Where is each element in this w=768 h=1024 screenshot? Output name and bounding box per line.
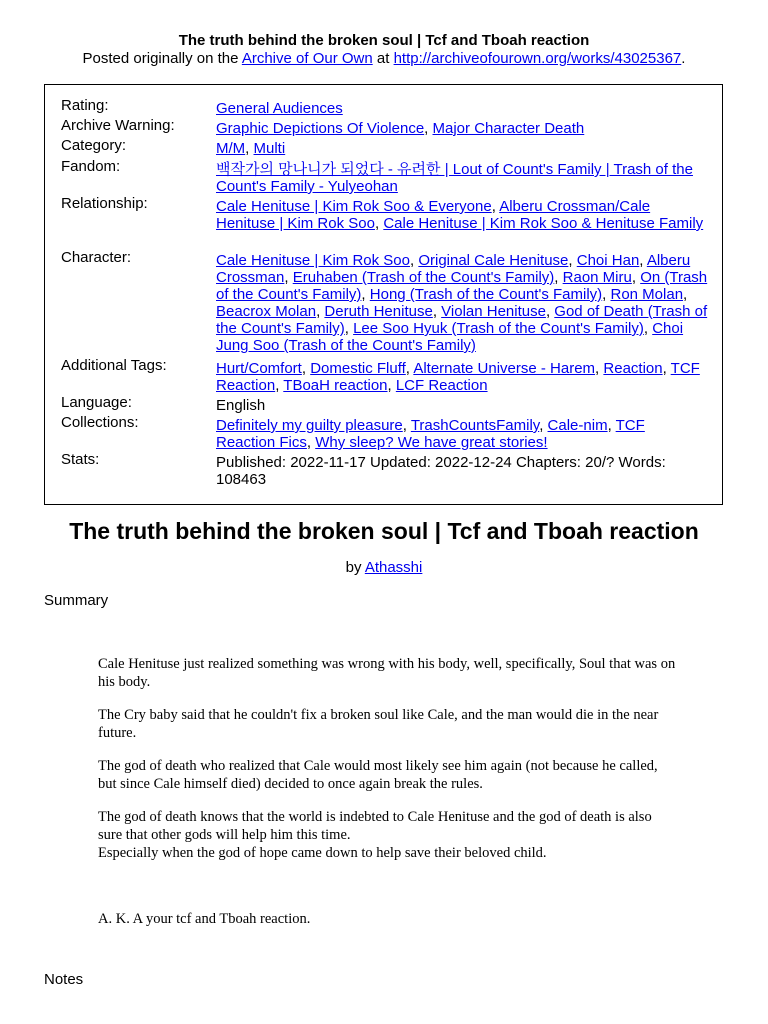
at-text: at <box>372 50 394 67</box>
summary-paragraph: Cale Henituse just realized something was wrong with his body, well, specifically, Soul that was on his body. <box>98 656 676 690</box>
stats-value: Published: 2022-11-17 Updated: 2022-12-24 Chapters: 20/? Words: 108463 <box>216 454 666 488</box>
byline <box>0 559 768 577</box>
tag-link[interactable]: Reaction <box>603 360 663 377</box>
character-link[interactable]: On (Trash of the Count's Family) <box>216 269 708 303</box>
work-url-link[interactable]: http://archiveofourown.org/works/43025367 <box>393 50 682 67</box>
posted-prefix: Posted originally on the <box>82 50 242 67</box>
warning-label: Archive Warning: <box>61 117 175 134</box>
rating-label: Rating: <box>61 97 109 114</box>
tag-link[interactable]: Hurt/Comfort <box>216 360 302 377</box>
tag-link[interactable]: TCF Reaction <box>216 360 700 394</box>
summary-paragraph: The Cry baby said that he couldn't fix a broken soul like Cale, and the man would die in the near future. <box>98 707 659 741</box>
fandom-label: Fandom: <box>61 158 121 175</box>
header-title: The truth behind the broken soul | Tcf and Tboah reaction <box>178 32 590 49</box>
period: . <box>681 50 686 67</box>
posted-line <box>0 50 768 68</box>
character-link[interactable]: Raon Miru <box>562 269 632 286</box>
summary-paragraph: Especially when the god of hope came down to help save their beloved child. <box>98 845 547 861</box>
summary-heading: Summary <box>44 592 109 609</box>
fandom-link[interactable]: 백작가의 망나니가 되었다 - 유려한 | Lout of Count's Family | Trash of the Count's Family - Yulyeohan <box>216 161 693 195</box>
character-link[interactable]: Violan Henituse <box>441 303 546 320</box>
summary-paragraph: The god of death who realized that Cale would most likely see him again (not because he called, but since Cale himself died) decided to once again break the rules. <box>98 758 658 792</box>
character-link[interactable]: Deruth Henituse <box>324 303 433 320</box>
notes-heading: Notes <box>44 971 84 988</box>
tags-label: Additional Tags: <box>61 357 167 374</box>
character-label: Character: <box>61 249 132 266</box>
summary-paragraph: A. K. A your tcf and Tboah reaction. <box>98 911 311 927</box>
character-link[interactable]: God of Death (Trash of the Count's Family) <box>216 303 708 337</box>
collection-link[interactable]: Definitely my guilty pleasure <box>216 417 403 434</box>
summary-block <box>98 910 678 928</box>
relationship-label: Relationship: <box>61 195 148 212</box>
tag-link[interactable]: Alternate Universe - Harem <box>413 360 596 377</box>
collection-link[interactable]: Cale-nim <box>547 417 608 434</box>
rating-link[interactable]: General Audiences <box>216 100 343 117</box>
character-link[interactable]: Beacrox Molan <box>216 303 317 320</box>
character-link[interactable]: Choi Jung Soo (Trash of the Count's Family) <box>216 320 684 354</box>
character-link[interactable]: Lee Soo Hyuk (Trash of the Count's Family) <box>353 320 644 337</box>
tag-link[interactable]: TBoaH reaction <box>283 377 388 394</box>
by-text: by <box>345 559 365 576</box>
summary-block <box>98 808 678 862</box>
relationship-link[interactable]: Alberu Crossman/Cale Henituse | Kim Rok Soo <box>216 198 651 232</box>
warning-link[interactable]: Major Character Death <box>432 120 585 137</box>
author-link[interactable]: Athasshi <box>364 559 423 576</box>
category-link[interactable]: M/M <box>216 140 246 157</box>
character-link[interactable]: Alberu Crossman <box>216 252 691 286</box>
character-link[interactable]: Ron Molan <box>610 286 684 303</box>
summary-block <box>98 655 678 691</box>
collection-link[interactable]: TCF Reaction Fics <box>216 417 645 451</box>
character-link[interactable]: Original Cale Henituse <box>418 252 569 269</box>
relationship-link[interactable]: Cale Henituse | Kim Rok Soo & Henituse Family <box>383 215 704 232</box>
character-link[interactable]: Choi Han <box>576 252 640 269</box>
warning-link[interactable]: Graphic Depictions Of Violence <box>216 120 425 137</box>
archive-link[interactable]: Archive of Our Own <box>241 50 373 67</box>
stats-label: Stats: <box>61 451 100 468</box>
category-link[interactable]: Multi <box>253 140 286 157</box>
language-value: English <box>216 397 266 414</box>
category-label: Category: <box>61 137 127 154</box>
metadata-box: Rating: General Audiences Archive Warning: Graphic Depictions Of Violence, Major Character Death Category: M/M, Multi Fandom: 백작가의 망나니가 되었다 - 유려한 | Lout of Count's Family | Trash of the Count's Family - Yulyeohan Relationship: Cale Henituse | Kim Rok Soo & Everyone, Alberu Crossman/Cale Henituse | Kim Rok Soo, Cale Henituse | Kim Rok Soo & Henituse Family Character: Cale Henituse | Kim Rok Soo, Original Cale Henituse, Choi Han, Alberu Crossman, Eruhaben (Trash of the Count's Family), Raon Miru, On (Trash of the Count's Family), Hong (Trash of the Count's Family), Ron Molan, Beacrox Molan, Deruth Henituse, Violan Henituse, God of Death (Trash of the Count's Family), Lee Soo Hyuk (Trash of the Count's Family), Choi Jung Soo (Trash of the Count's Family) Additional Tags: Hurt/Comfort, Domestic Fluff, Alternate Universe - Harem, Reaction, TCF Reaction, TBoaH reaction, LCF Reaction Language: English Collections: Definitely my guilty pleasure, TrashCountsFamily, Cale-nim, TCF Reaction Fics, Why sleep? We have great stories! Stats: Published: 2022-11-17 Updated: 2022-12-24 Chapters: 20/? Words: 108463 <box>44 84 723 505</box>
work-title: The truth behind the broken soul | Tcf and Tboah reaction <box>69 518 699 544</box>
character-link[interactable]: Eruhaben (Trash of the Count's Family) <box>292 269 555 286</box>
summary-block <box>98 706 678 742</box>
character-link[interactable]: Hong (Trash of the Count's Family) <box>369 286 603 303</box>
collections-label: Collections: <box>61 414 139 431</box>
summary-block <box>98 757 678 793</box>
collection-link[interactable]: TrashCountsFamily <box>410 417 540 434</box>
language-label: Language: <box>61 394 132 411</box>
collection-link[interactable]: Why sleep? We have great stories! <box>315 434 548 451</box>
character-link[interactable]: Cale Henituse | Kim Rok Soo <box>216 252 410 269</box>
tag-link[interactable]: LCF Reaction <box>395 377 488 394</box>
tag-link[interactable]: Domestic Fluff <box>310 360 406 377</box>
document-header <box>0 32 768 68</box>
relationship-link[interactable]: Cale Henituse | Kim Rok Soo & Everyone <box>216 198 492 215</box>
summary-paragraph: The god of death knows that the world is indebted to Cale Henituse and the god of death is also sure that other gods will help him this time. <box>98 809 652 843</box>
